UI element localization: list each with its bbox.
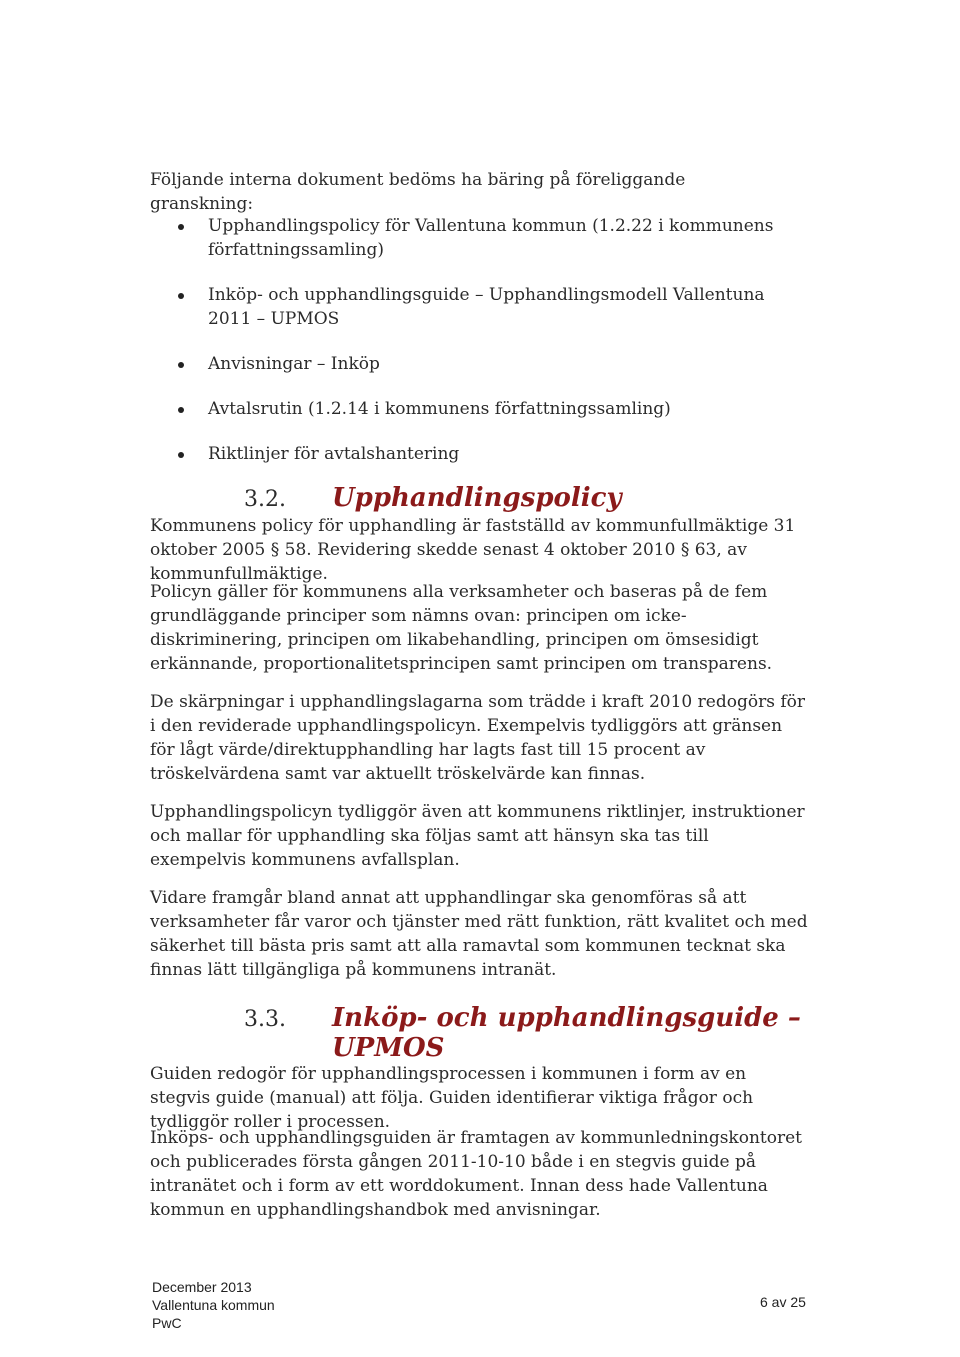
- section-title-line-1: Inköp- och upphandlingsguide –: [332, 1003, 801, 1033]
- list-item: Inköp- och upphandlingsguide – Upphandlingsmodell Vallentuna 2011 – UPMOS: [178, 283, 778, 331]
- footer-company: PwC: [152, 1315, 182, 1331]
- bullet-icon: [178, 362, 184, 368]
- paragraph: Policyn gäller för kommunens alla verksamheter och baseras på de fem grundläggande principer som nämns ovan: principen om icke-diskriminering, principen om likabehandling, principen om ömsesidigt erkännande, proportionalitetsprincipen samt principen om transparens.: [150, 582, 773, 674]
- bullet-icon: [178, 452, 184, 458]
- section-heading-3-2: [244, 483, 744, 517]
- list-item: Upphandlingspolicy för Vallentuna kommun (1.2.22 i kommunens författningssamling): [178, 214, 778, 262]
- paragraph: Upphandlingspolicyn tydliggör även att kommunens riktlinjer, instruktioner och mallar för upphandling ska följas samt att hänsyn ska tas till exempelvis kommunens avfallsplan.: [150, 802, 805, 870]
- list-item: Anvisningar – Inköp: [178, 352, 778, 376]
- paragraph: Inköps- och upphandlingsguiden är framtagen av kommunledningskontoret och publicerades första gången 2011-10-10 både i en stegvis guide på intranätet och i form av ett worddokument. Innan dess hade Vallentuna kommun en upphandlingshandbok med anvisningar.: [150, 1128, 802, 1220]
- page-footer: [152, 1278, 275, 1332]
- section-title: Upphandlingspolicy: [332, 483, 622, 513]
- section-title-line-2: UPMOS: [332, 1033, 445, 1063]
- intro-text: Följande interna dokument bedöms ha bäring på föreliggande granskning:: [150, 170, 686, 214]
- bullet-icon: [178, 407, 184, 413]
- list-item: Riktlinjer för avtalshantering: [178, 442, 778, 466]
- footer-date: December 2013: [152, 1279, 252, 1295]
- section-heading-3-3: [244, 1003, 801, 1067]
- document-list: [178, 214, 778, 487]
- list-item: Avtalsrutin (1.2.14 i kommunens författningssamling): [178, 397, 778, 421]
- paragraph: Guiden redogör för upphandlingsprocessen i kommunen i form av en stegvis guide (manual) att följa. Guiden identifierar viktiga frågor och tydliggör roller i processen.: [150, 1064, 754, 1132]
- paragraph: De skärpningar i upphandlingslagarna som trädde i kraft 2010 redogörs för i den reviderade upphandlingspolicyn. Exempelvis tydliggörs att gränsen för lågt värde/direktupphandling har lagts fast till 15 procent av tröskelvärdena samt var aktuellt tröskelvärde kan finnas.: [150, 692, 805, 784]
- section-number: 3.3.: [244, 1007, 286, 1032]
- section-number: 3.2.: [244, 487, 286, 512]
- bullet-icon: [178, 224, 184, 230]
- paragraph: Vidare framgår bland annat att upphandlingar ska genomföras så att verksamheter får varor och tjänster med rätt funktion, rätt kvalitet och med säkerhet till bästa pris samt att alla ramavtal som kommunen tecknat ska finnas lätt tillgängliga på kommunens intranät.: [150, 888, 808, 980]
- paragraph: Kommunens policy för upphandling är fastställd av kommunfullmäktige 31 oktober 2005 § 58. Revidering skedde senast 4 oktober 2010 § 63, av kommunfullmäktige.: [150, 516, 796, 584]
- page-number: 6 av 25: [760, 1294, 806, 1310]
- bullet-icon: [178, 293, 184, 299]
- footer-organization: Vallentuna kommun: [152, 1297, 275, 1313]
